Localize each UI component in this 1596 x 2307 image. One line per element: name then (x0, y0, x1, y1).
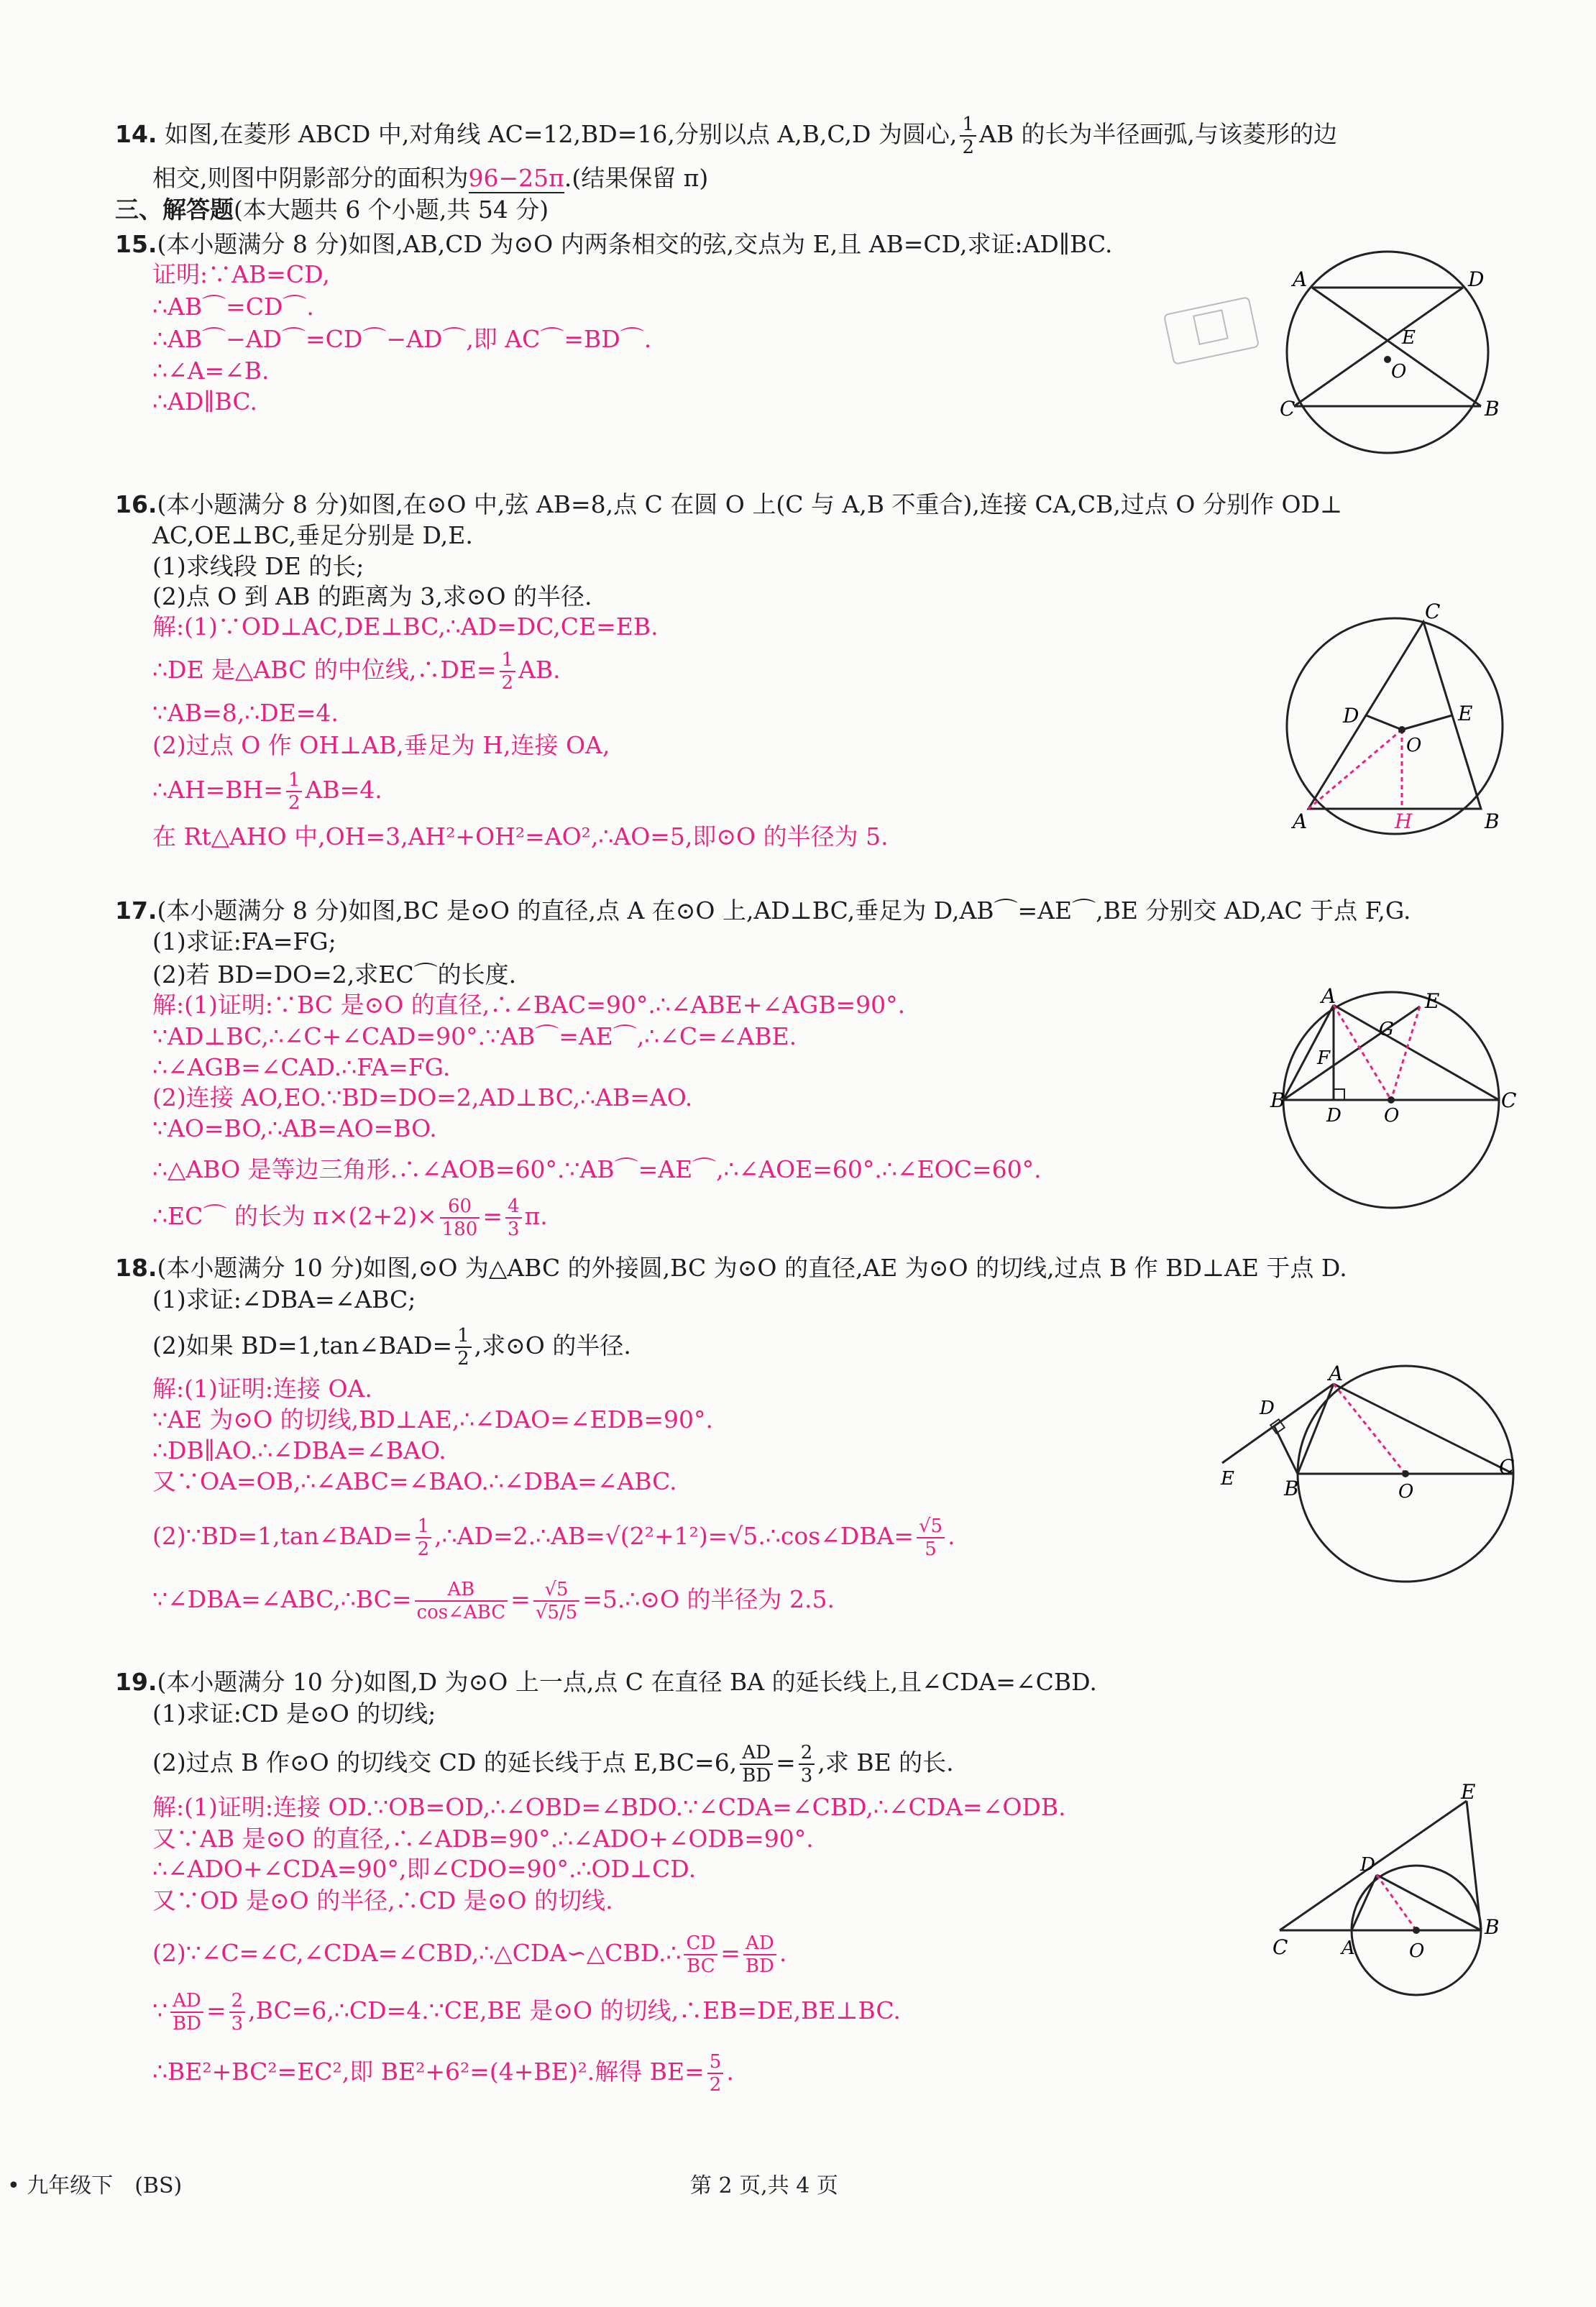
q15-ans-4: ∴AD∥BC. (152, 387, 257, 416)
q17-a7-pi: π. (524, 1202, 548, 1230)
q14-line1 (115, 115, 1337, 157)
q19-a6-text: ∵ (152, 1996, 168, 2024)
q15-circle (1287, 252, 1488, 453)
q16-a2-text: ∴DE 是△ABC 的中位线,∴DE= (152, 656, 497, 684)
q19-stem1 (115, 1666, 1097, 1698)
q19-a5-text: (2)∵∠C=∠C,∠CDA=∠CBD,∴△CDA∽△CBD.∴ (152, 1939, 682, 1967)
q19-od-dashed (1377, 1875, 1416, 1930)
q19-sub2-eq: = (776, 1748, 796, 1776)
q16-label-a: A (1293, 809, 1308, 833)
q19-a2: 又∵AB 是⊙O 的直径,∴∠ADB=90°.∴∠ADO+∠ODB=90°. (152, 1825, 814, 1853)
q18-sub2-fraction: $\frac{1}{2}$ (455, 1326, 472, 1368)
q19-a6-fraction2: $\frac{2}{3}$ (229, 1991, 246, 2033)
q17-label-a: A (1321, 984, 1336, 1008)
q16-oe (1402, 715, 1452, 730)
q16-a1: 解:(1)∵OD⊥AC,DE⊥BC,∴AD=DC,CE=EB. (152, 613, 659, 641)
q15-stem-text: (本小题满分 8 分)如图,AB,CD 为⊙O 内两条相交的弦,交点为 E,且 AB=CD,求证:AD∥BC. (157, 230, 1113, 258)
q19-a6-eq: = (206, 1996, 226, 2024)
q18-a6-end: =5.∴⊙O 的半径为 2.5. (582, 1585, 835, 1613)
q19-a3: ∴∠ADO+∠CDA=90°,即∠CDO=90°.∴OD⊥CD. (152, 1855, 697, 1883)
q15-ans-2: ∴AB⌒−AD⌒=CD⌒−AD⌒,即 AC⌒=BD⌒. (152, 325, 652, 353)
q17-a1: 解:(1)证明:∵BC 是⊙O 的直径,∴∠BAC=90°.∴∠ABE+∠AGB=90°. (152, 991, 906, 1019)
q18-a5-fraction2: $\frac{√5}{5}$ (917, 1517, 945, 1559)
q18-sub2 (152, 1326, 631, 1368)
q17-a7-text: ∴EC⌒ 的长为 π×(2+2)× (152, 1202, 437, 1230)
q16-stem1-text: (本小题满分 8 分)如图,在⊙O 中,弦 AB=8,点 C 在圆 O 上(C 与 A,B 不重合),连接 CA,CB,过点 O 分别作 OD⊥ (157, 490, 1342, 518)
q18-label-c: C (1499, 1455, 1515, 1479)
q18-a6-fraction: $\frac{AB}{\text{cos∠ABC}}$ (415, 1580, 508, 1622)
q18-ac (1334, 1384, 1513, 1474)
q15-label-d: D (1468, 267, 1485, 291)
q15-ans-0: 证明:∵AB=CD, (152, 260, 330, 288)
q18-stem1-text: (本小题满分 10 分)如图,⊙O 为△ABC 的外接圆,BC 为⊙O 的直径,AE 为⊙O 的切线,过点 B 作 BD⊥AE 于点 D. (157, 1254, 1347, 1282)
q19-figure (1272, 1780, 1517, 2006)
q19-a5 (152, 1934, 786, 1976)
q19-a1: 解:(1)证明:连接 OD.∵OB=OD,∴∠OBD=∠BDO.∵∠CDA=∠CBD,∴∠CDA=∠ODB. (152, 1793, 1066, 1821)
q16-label-h: H (1395, 809, 1413, 833)
q18-a4: 又∵OA=OB,∴∠ABC=∠BAO.∴∠DBA=∠ABC. (152, 1467, 677, 1495)
q17-right-angle-mark (1334, 1089, 1344, 1100)
q18-a5-text-b: ,∴AD=2.∴AB=√(2²+1²)=√5.∴cos∠DBA= (434, 1522, 914, 1550)
q17-a5: ∵AO=BO,∴AB=AO=BO. (152, 1114, 437, 1142)
q18-center-dot (1402, 1470, 1409, 1477)
q19-a6-end: ,BC=6,∴CD=4.∵CE,BE 是⊙O 的切线,∴EB=DE,BE⊥BC. (248, 1996, 901, 2024)
q18-ao-dashed (1334, 1384, 1405, 1474)
q19-stem1-text: (本小题满分 10 分)如图,D 为⊙O 上一点,点 C 在直径 BA 的延长线上,且∠CDA=∠CBD. (157, 1668, 1097, 1696)
q16-number: 16. (115, 490, 157, 518)
q15-chord-cd (1294, 288, 1463, 406)
q19-sub1: (1)求证:CD 是⊙O 的切线; (152, 1700, 436, 1728)
q17-label-o: O (1384, 1105, 1400, 1127)
q18-label-o: O (1398, 1481, 1414, 1503)
q17-label-c: C (1501, 1088, 1517, 1112)
q17-be (1283, 1006, 1420, 1100)
q19-a7-end: . (726, 2058, 734, 2086)
q17-label-d: D (1326, 1105, 1342, 1127)
q16-triangle-abc (1308, 622, 1481, 809)
q18-a6-fraction2: $\frac{√5}{√5/5}$ (533, 1580, 579, 1622)
q19-da (1352, 1875, 1377, 1930)
q19-a5-end: . (779, 1939, 787, 1967)
section-3-note: (本大题共 6 个小题,共 54 分) (234, 196, 549, 224)
section-3-title: 三、解答题 (115, 196, 234, 224)
q14-text4: .(结果保留 π) (564, 164, 709, 192)
q17-ac (1334, 1005, 1499, 1100)
q14-text1: 如图,在菱形 ABCD 中,对角线 AC=12,BD=16,分别以点 A,B,C,D 为圆心, (164, 120, 958, 148)
q19-sub2-text: (2)过点 B 作⊙O 的切线交 CD 的延长线于点 E,BC=6, (152, 1748, 738, 1776)
q18-a6-text: ∵∠DBA=∠ABC,∴BC= (152, 1585, 412, 1613)
q17-a7 (152, 1197, 548, 1239)
q19-tangent-be (1467, 1801, 1481, 1930)
q16-a4: (2)过点 O 作 OH⊥AB,垂足为 H,连接 OA, (152, 731, 610, 759)
q19-sub2-fraction: $\frac{AD}{BD}$ (740, 1743, 773, 1785)
q19-sub2 (152, 1743, 954, 1785)
q15-ans-1: ∴AB⌒=CD⌒. (152, 293, 314, 321)
q17-sub1: (1)求证:FA=FG; (152, 927, 336, 955)
q18-sub2-text-b: ,求⊙O 的半径. (474, 1331, 631, 1359)
q15-chord-ab (1312, 288, 1481, 406)
q18-sub2-text: (2)如果 BD=1,tan∠BAD= (152, 1331, 453, 1359)
q18-figure (1215, 1362, 1517, 1585)
q17-label-g: G (1379, 1019, 1394, 1040)
q18-label-e: E (1221, 1468, 1234, 1490)
q18-number: 18. (115, 1254, 157, 1282)
q19-number: 19. (115, 1668, 157, 1696)
q17-a7-fraction2: $\frac{4}{3}$ (505, 1197, 522, 1239)
watermark-stamp-icon (1157, 288, 1265, 374)
q19-a7 (152, 2053, 734, 2094)
q16-label-d: D (1343, 704, 1359, 728)
q17-stem1-text: (本小题满分 8 分)如图,BC 是⊙O 的直径,点 A 在⊙O 上,AD⊥BC,垂足为 D,AB⌒=AE⌒,BE 分别交 AD,AC 于点 F,G. (157, 896, 1411, 925)
q18-sub1: (1)求证:∠DBA=∠ABC; (152, 1285, 416, 1313)
q17-number: 17. (115, 896, 157, 925)
q16-a5 (152, 771, 382, 812)
q19-label-a: A (1342, 1937, 1355, 1959)
q17-sub2: (2)若 BD=DO=2,求EC⌒的长度. (152, 960, 517, 989)
q17-a7-eq: = (482, 1202, 503, 1230)
q16-a5-text-b: AB=4. (305, 776, 382, 804)
q18-label-b: B (1284, 1477, 1299, 1500)
q16-a2-fraction: $\frac{1}{2}$ (500, 651, 516, 692)
section-3-heading (115, 194, 549, 226)
footer-grade: • 九年级下 (BS) (7, 2173, 183, 2198)
q16-figure (1272, 600, 1517, 834)
q16-a2 (152, 651, 561, 692)
q19-a6-fraction: $\frac{AD}{BD}$ (170, 1991, 203, 2033)
q14-line2 (152, 162, 708, 194)
q14-text3: 相交,则图中阴影部分的面积为 (152, 164, 469, 192)
q17-a6: ∴△ABO 是等边三角形.∴∠AOB=60°.∵AB⌒=AE⌒,∴∠AOE=60°.∴∠EOC=60°. (152, 1155, 1042, 1183)
q16-a5-text: ∴AH=BH= (152, 776, 283, 804)
q18-a6-eq: = (510, 1585, 531, 1613)
q17-stem1 (115, 895, 1411, 927)
q14-number: 14. (115, 120, 157, 148)
q16-a6: 在 Rt△AHO 中,OH=3,AH²+OH²=AO²,∴AO=5,即⊙O 的半径为 5. (152, 822, 889, 850)
q18-a3: ∴DB∥AO.∴∠DBA=∠BAO. (152, 1436, 446, 1464)
q19-sub2-fraction2: $\frac{2}{3}$ (799, 1743, 815, 1785)
q16-label-b: B (1485, 809, 1500, 833)
q18-a5-fraction: $\frac{1}{2}$ (416, 1517, 432, 1559)
q15-label-a: A (1293, 267, 1308, 291)
q18-a2: ∵AE 为⊙O 的切线,BD⊥AE,∴∠DAO=∠EDB=90°. (152, 1405, 713, 1434)
q15-label-o: O (1391, 361, 1407, 382)
q18-a1: 解:(1)证明:连接 OA. (152, 1375, 372, 1403)
q19-db (1377, 1875, 1481, 1930)
q16-sub1: (1)求线段 DE 的长; (152, 552, 364, 580)
q17-label-e: E (1425, 989, 1440, 1013)
q15-label-b: B (1485, 397, 1500, 421)
q19-label-e: E (1461, 1780, 1476, 1804)
q16-a3: ∵AB=8,∴DE=4. (152, 699, 339, 727)
q19-sub2-end: ,求 BE 的长. (817, 1748, 954, 1776)
q19-a6 (152, 1991, 901, 2033)
q14-text2: AB 的长为半径画弧,与该菱形的边 (978, 120, 1338, 148)
q18-a5-text: (2)∵BD=1,tan∠BAD= (152, 1522, 413, 1550)
q17-a3: ∴∠AGB=∠CAD.∴FA=FG. (152, 1053, 451, 1081)
q17-figure (1270, 984, 1517, 1222)
q16-stem1 (115, 489, 1342, 520)
q17-label-f: F (1317, 1047, 1331, 1069)
q16-label-e: E (1458, 702, 1473, 725)
q17-a7-fraction1: $\frac{60}{180}$ (440, 1197, 480, 1239)
q15-number: 15. (115, 230, 157, 258)
q19-center-dot (1413, 1927, 1420, 1934)
q16-stem2: AC,OE⊥BC,垂足分别是 D,E. (152, 521, 473, 549)
q16-center-dot (1398, 726, 1405, 733)
q16-label-o: O (1406, 735, 1422, 756)
q18-label-d: D (1260, 1398, 1275, 1419)
q18-a6 (152, 1580, 835, 1622)
q16-a5-fraction: $\frac{1}{2}$ (286, 771, 303, 812)
q16-sub2: (2)点 O 到 AB 的距离为 3,求⊙O 的半径. (152, 582, 592, 610)
q16-a2-text-b: AB. (518, 656, 561, 684)
q16-oa-dashed (1308, 730, 1402, 809)
q17-a2: ∵AD⊥BC,∴∠C+∠CAD=90°.∵AB⌒=AE⌒,∴∠C=∠ABE. (152, 1022, 797, 1050)
q18-stem1 (115, 1252, 1347, 1284)
q17-label-b: B (1270, 1088, 1285, 1112)
q19-label-d: D (1360, 1854, 1375, 1876)
q19-a7-fraction: $\frac{5}{2}$ (707, 2053, 724, 2094)
q19-label-c: C (1272, 1935, 1288, 1959)
q18-a5 (152, 1517, 955, 1559)
q19-label-o: O (1409, 1940, 1425, 1962)
q15-label-c: C (1280, 397, 1295, 421)
q19-a4: 又∵OD 是⊙O 的半径,∴CD 是⊙O 的切线. (152, 1886, 613, 1914)
q15-center-dot (1384, 356, 1391, 363)
q14-fraction: $\frac{1}{2}$ (960, 115, 976, 157)
q19-a5-fraction: $\frac{CD}{BC}$ (684, 1934, 717, 1976)
q18-label-a: A (1329, 1362, 1344, 1385)
q14-answer: 96−25π (468, 164, 564, 192)
q17-center-dot (1388, 1096, 1395, 1104)
q19-a7-text: ∴BE²+BC²=EC²,即 BE²+6²=(4+BE)².解得 BE= (152, 2058, 705, 2086)
q15-ans-3: ∴∠A=∠B. (152, 357, 270, 385)
q16-od (1366, 715, 1402, 730)
q19-a5-eq: = (720, 1939, 740, 1967)
q15-stem (115, 229, 1113, 260)
q17-a4: (2)连接 AO,EO.∵BD=DO=2,AD⊥BC,∴AB=AO. (152, 1083, 693, 1111)
q19-label-b: B (1485, 1915, 1500, 1939)
q15-figure (1280, 259, 1517, 431)
q19-a5-fraction2: $\frac{AD}{BD}$ (743, 1934, 776, 1976)
q16-label-c: C (1425, 600, 1441, 623)
footer-page-number: 第 2 页,共 4 页 (690, 2173, 838, 2198)
q15-label-e: E (1402, 327, 1416, 349)
q18-a5-end: . (948, 1522, 955, 1550)
